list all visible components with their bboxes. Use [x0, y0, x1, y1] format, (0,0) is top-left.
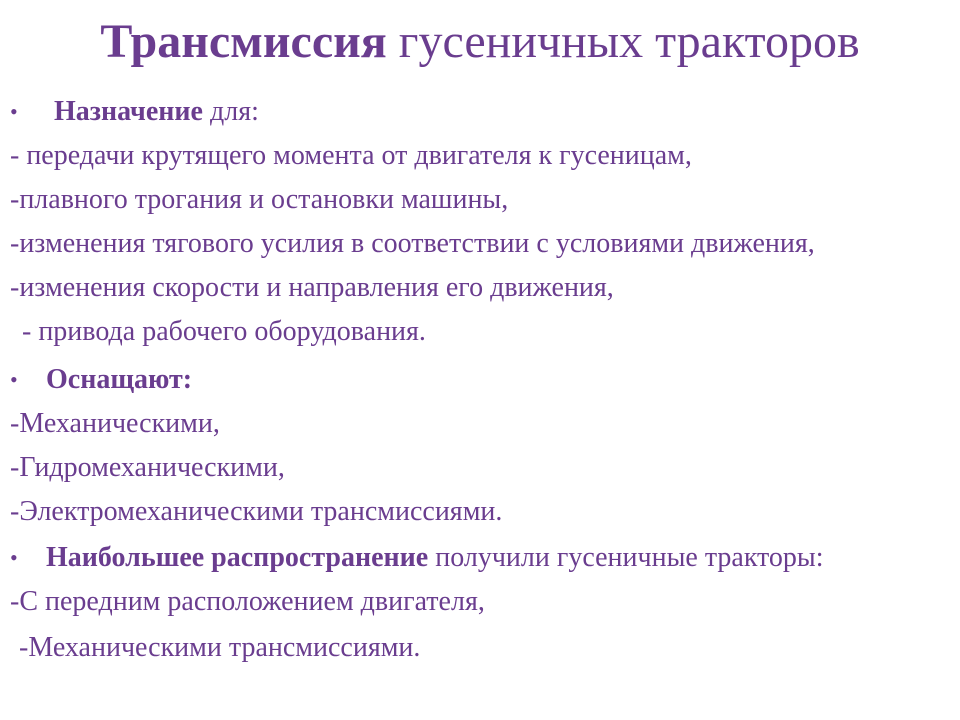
equipped-item: -Гидромеханическими,: [10, 452, 285, 483]
slide-title: [0, 10, 960, 74]
widespread-heading: [46, 540, 824, 576]
purpose-item: -изменения тягового усилия в соответствии с условиями движения,: [10, 228, 815, 259]
bullet-dot-icon: •: [10, 99, 18, 124]
bullet-dot-icon: •: [10, 367, 18, 392]
purpose-item: -плавного трогания и остановки машины,: [10, 184, 509, 215]
purpose-item: - привода рабочего оборудования.: [15, 316, 426, 347]
widespread-item: -С передним расположением двигателя,: [10, 586, 485, 617]
purpose-item: -изменения скорости и направления его движения,: [10, 272, 614, 303]
purpose-heading-rest: для:: [202, 96, 259, 127]
purpose-heading: [54, 94, 259, 130]
purpose-item: - передачи крутящего момента от двигателя к гусеницам,: [10, 140, 692, 171]
title-bold-part: Трансмиссия: [100, 15, 387, 68]
widespread-heading-rest: получили гусеничные тракторы:: [428, 542, 824, 573]
equipped-item: -Механическими,: [10, 408, 220, 439]
widespread-heading-bold: Наибольшее распространение: [46, 542, 429, 573]
widespread-item: -Механическими трансмиссиями.: [12, 632, 421, 663]
bullet-dot-icon: •: [10, 545, 18, 570]
title-rest-part: гусеничных тракторов: [386, 15, 860, 68]
purpose-heading-bold: Назначение: [54, 96, 203, 127]
equipped-heading: Оснащают:: [46, 364, 193, 395]
equipped-item: -Электромеханическими трансмиссиями.: [10, 496, 503, 527]
